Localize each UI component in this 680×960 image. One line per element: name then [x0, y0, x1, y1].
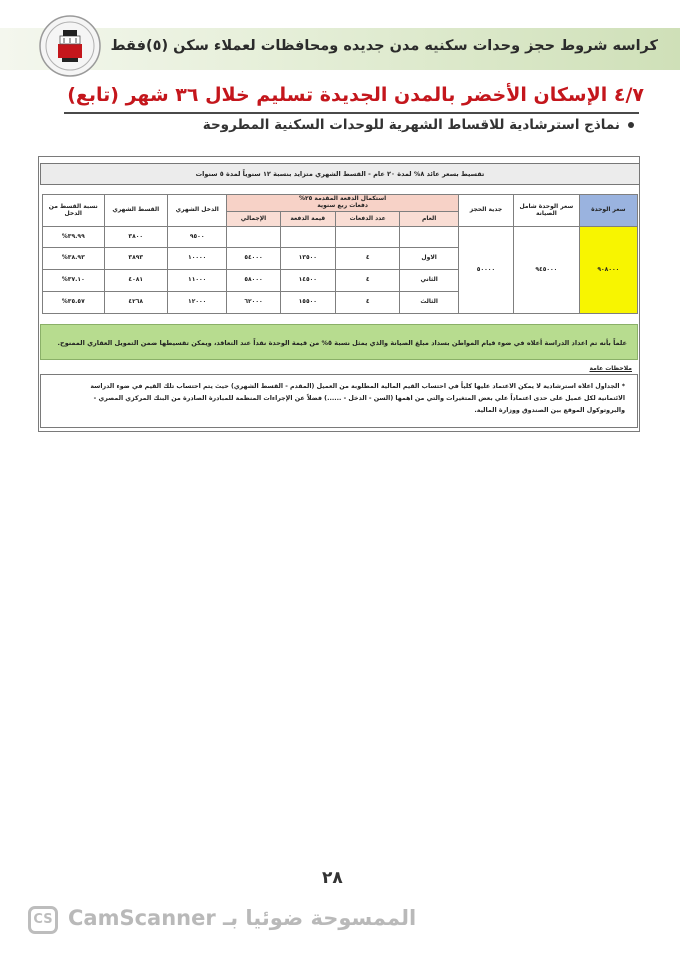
cell-monthly-income: ١٠٠٠٠: [168, 248, 227, 270]
cell-monthly-installment: ٣٨٠٠: [104, 227, 167, 248]
unit-price-maintenance-value: ٩٤٥٠٠٠: [514, 227, 580, 314]
cell-payment-value: ١٤٥٠٠: [280, 270, 335, 292]
cell-year: الاول: [400, 248, 458, 270]
remarks-line: * الجداول اعلاه استرشادية لا يمكن الاعتماد عليها كلياً في احتساب القيم المالية المطلوبة من العميل (المقدم - القسط الشهري) حيث يتم احتساب تلك القيم في ضوء الدراسة: [90, 383, 625, 390]
cell-total: ٥٨٠٠٠: [227, 270, 280, 292]
cell-monthly-installment: ٤٠٨١: [104, 270, 167, 292]
watermark-text: CamScanner الممسوحة ضوئيا بـ: [68, 906, 417, 930]
table-row: [43, 227, 638, 248]
cell-installment-ratio: ٣٨.٩٣%: [43, 248, 105, 270]
camscanner-logo-icon: CS: [28, 906, 58, 934]
cell-installment-ratio: ٣٥.٥٧%: [43, 292, 105, 314]
bullet-item: [203, 117, 634, 133]
remarks-title: ملاحظات عامة: [589, 365, 632, 372]
header-year: العام: [400, 212, 458, 227]
cell-monthly-income: ١٢٠٠٠: [168, 292, 227, 314]
table-caption: تقسيط بسعر عائد ٨% لمدة ٢٠ عام - القسط الشهري متزايد بنسبة ١٢ سنوياً لمدة ٥ سنوات: [40, 163, 640, 185]
header-down-payment-label: استكمال الدفعة المقدمة ٢٥%: [299, 195, 387, 203]
ministry-logo: [38, 14, 102, 78]
cell-year: الثاني: [400, 270, 458, 292]
maintenance-note: علماً بأنه تم اعداد الدراسة أعلاه في ضوء قيام المواطن بسداد مبلغ الصيانة والذي يمثل نسبة ٥% من قيمة الوحدة نقداً عند التعاقد، ويمكن تقسيطها ضمن التمويل العقاري الممنوح.: [40, 324, 638, 360]
remarks-line: والبروتوكول الموقع بين الصندوق ووزارة المالية.: [474, 407, 625, 414]
cell-monthly-installment: ٣٨٩٣: [104, 248, 167, 270]
cell-monthly-income: ٩٥٠٠: [168, 227, 227, 248]
cell-num-payments: ٤: [335, 292, 400, 314]
header-monthly-income: الدخل الشهري: [168, 195, 227, 227]
header-unit-price-maintenance: سعر الوحدة شامل الصيانة: [514, 195, 580, 227]
cell-total: [227, 227, 280, 248]
cell-payment-value: [280, 227, 335, 248]
bullet-dot-icon: [628, 122, 634, 128]
heading-divider: [64, 112, 639, 114]
cell-installment-ratio: ٣٩.٩٩%: [43, 227, 105, 248]
cell-payment-value: ١٣٥٠٠: [280, 248, 335, 270]
header-title: كراسه شروط حجز وحدات سكنيه مدن جديده ومحافظات لعملاء سكن (٥)فقط: [110, 38, 658, 54]
cell-num-payments: ٤: [335, 270, 400, 292]
camscanner-watermark: [28, 900, 417, 940]
cell-monthly-installment: ٤٢٦٨: [104, 292, 167, 314]
header-booking-deposit: جدية الحجز: [458, 195, 513, 227]
header-annual-installments-label: دفعات ربع سنوية: [317, 202, 368, 209]
header-monthly-installment: القسط الشهري: [104, 195, 167, 227]
cell-installment-ratio: ٣٧.١٠%: [43, 270, 105, 292]
cell-num-payments: [335, 227, 400, 248]
remarks-box: [40, 374, 638, 428]
remarks-line: الائتمانية لكل عميل على حدى اعتماداً علي بعض المتغيرات والتي من اهمها (السن - الدخل - ......) فضلاً عن الإجراءات المنظمة للمبادرة الصادرة من البنك المركزي المصري -: [93, 395, 625, 402]
bullet-text: نماذج استرشادية للاقساط الشهرية للوحدات السكنية المطروحة: [202, 117, 620, 133]
booking-deposit-value: ٥٠٠٠٠: [458, 227, 513, 314]
header-down-payment: [227, 195, 458, 212]
cell-year: الثالث: [400, 292, 458, 314]
cell-payment-value: ١٥٥٠٠: [280, 292, 335, 314]
cell-total: ٥٤٠٠٠: [227, 248, 280, 270]
header-unit-price: سعر الوحدة: [579, 195, 637, 227]
header-installment-ratio: نسبة القسط من الدخل: [43, 195, 105, 227]
page-number: ٢٨: [322, 868, 343, 888]
cell-year: [400, 227, 458, 248]
cell-monthly-income: ١١٠٠٠: [168, 270, 227, 292]
header-num-payments: عدد الدفعات: [335, 212, 400, 227]
installments-table: [42, 194, 638, 314]
unit-price-value: ٩٠٨٠٠٠: [579, 227, 637, 314]
cell-num-payments: ٤: [335, 248, 400, 270]
cell-total: ٦٢٠٠٠: [227, 292, 280, 314]
section-heading: ٤/٧ الإسكان الأخضر بالمدن الجديدة تسليم خلال ٣٦ شهر (تابع): [67, 84, 644, 106]
header-payment-value: قيمة الدفعة: [280, 212, 335, 227]
header-total: الإجمالي: [227, 212, 280, 227]
